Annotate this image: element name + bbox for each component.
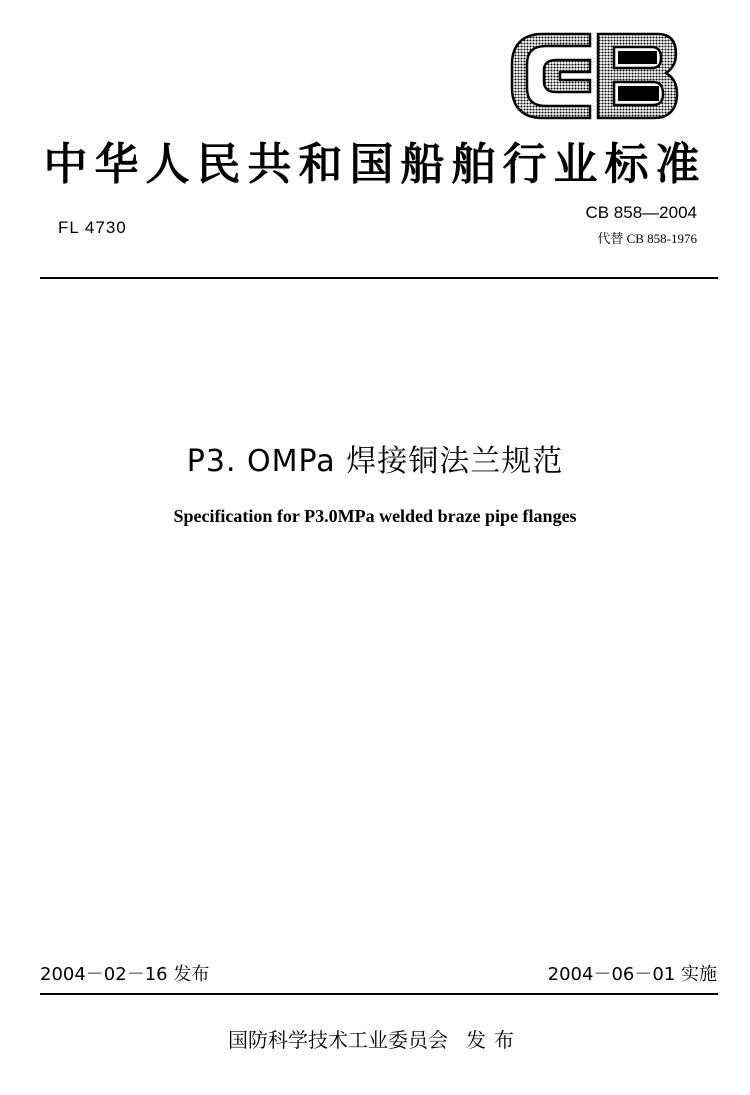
document-title-chinese: P3. OMPa 焊接铜法兰规范 (186, 444, 564, 479)
classification-code: FL 4730 (58, 218, 127, 237)
footer-divider (40, 993, 718, 995)
header-divider (40, 277, 718, 279)
cb-standard-logo-icon (508, 30, 680, 122)
document-title-english: Specification for P3.0MPa welded braze pipe flanges (173, 506, 577, 526)
replaces-standard: 代替 CB 858-1976 (597, 231, 697, 246)
publisher-verb: 发布 (466, 1028, 522, 1052)
publisher-line (0, 1024, 750, 1053)
standard-number: CB 858—2004 (585, 203, 697, 222)
implementation-date: 2004－06－01 实施 (547, 964, 717, 985)
issue-date: 2004－02－16 发布 (40, 964, 210, 985)
issuing-standard-title: 中华人民共和国船舶行业标准 (43, 139, 707, 190)
publisher-organization: 国防科学技术工业委员会 (228, 1028, 448, 1052)
